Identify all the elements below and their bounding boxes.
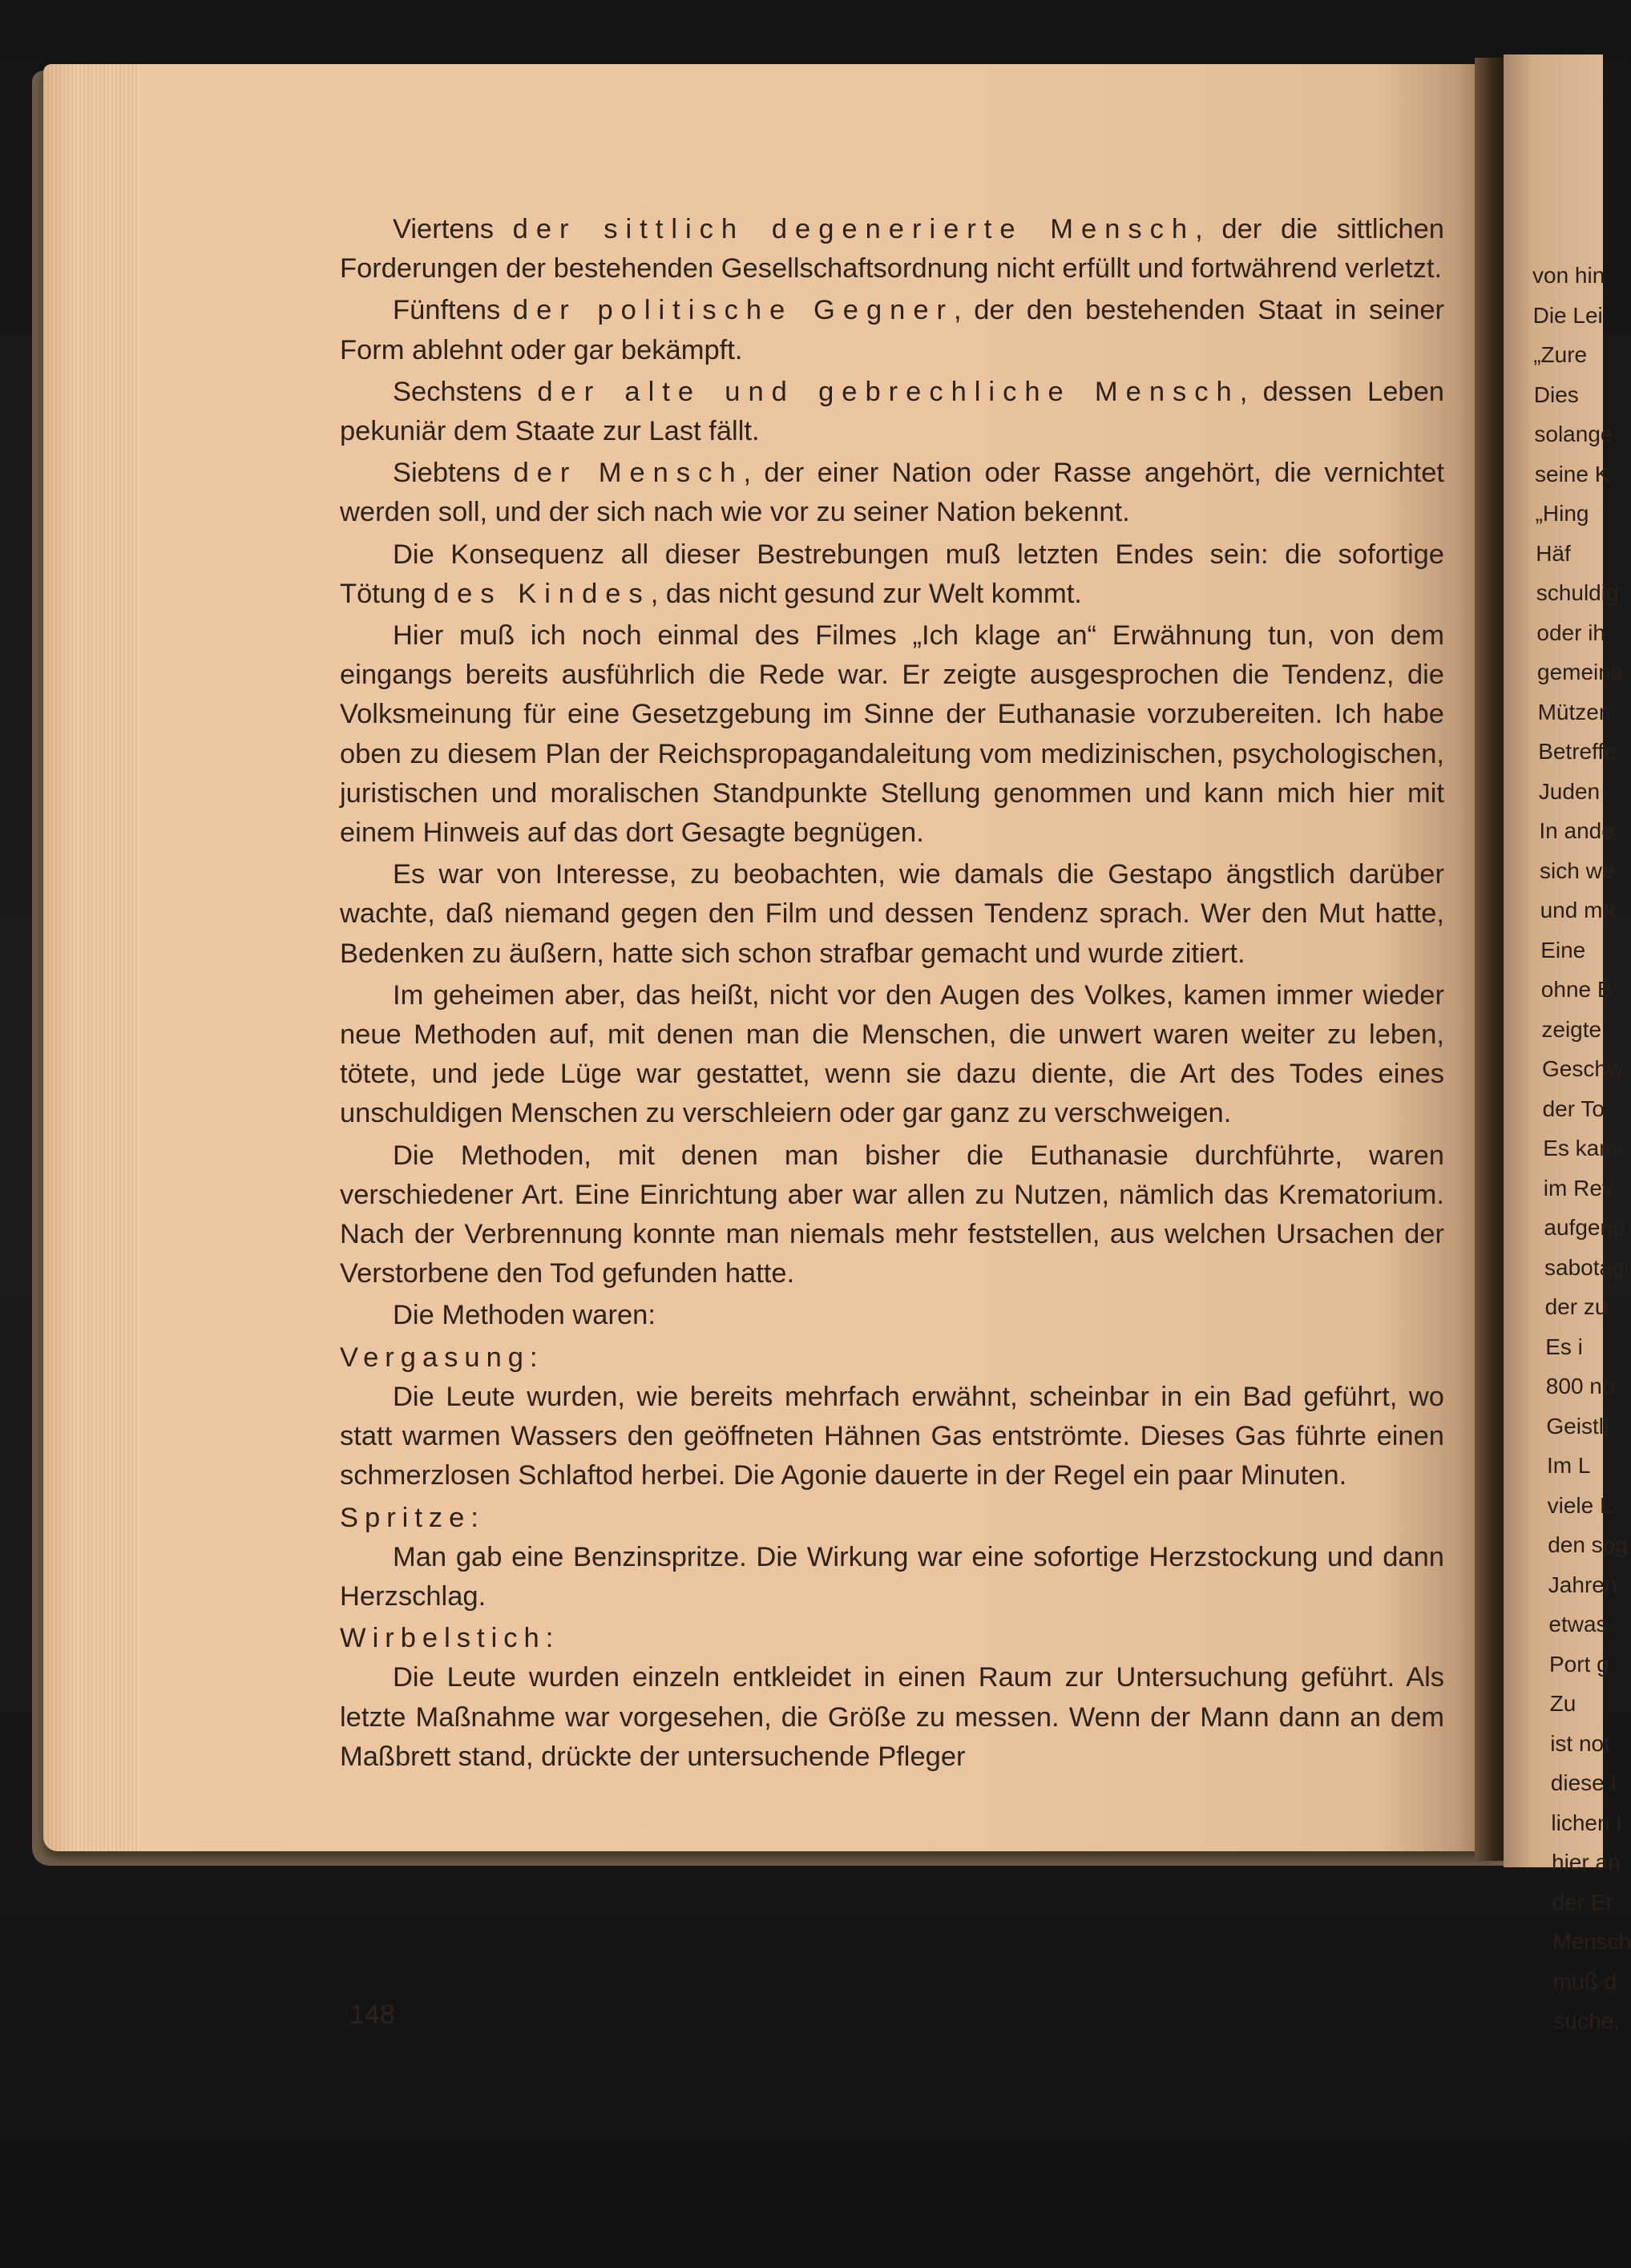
paragraph: Die Methoden, mit denen man bisher die Euthanasie durchführte, waren verschiedener Art. Eine Einrichtung aber war allen zu Nutzen, nämlich das Krematorium. Nach der Verbrennung konnte man niemals mehr feststellen, aus welchen Ursachen der Verstorbene den Tod gefunden hatte.: [340, 1140, 1444, 1289]
text-run: , der den bestehenden Staat in seiner Form ablehnt oder gar bekämpft.: [340, 295, 1444, 365]
spaced-emphasis: des Kindes: [434, 578, 651, 609]
facing-page-fragment: gemeins: [1537, 660, 1622, 684]
facing-page-fragment: Port g: [1549, 1651, 1609, 1677]
facing-page-fragment: im Rev: [1543, 1175, 1613, 1201]
paragraph: [340, 373, 1444, 451]
facing-page-fragment: Im L: [1547, 1453, 1591, 1478]
spaced-emphasis: der politische Gegner: [512, 295, 955, 326]
facing-page-fragment: seine K: [1535, 461, 1610, 486]
facing-page-fragment: Die Lei: [1532, 302, 1603, 328]
text-run: , das nicht gesund zur Welt kommt.: [650, 578, 1082, 609]
facing-page-fragment: oder ih: [1536, 619, 1606, 645]
method-heading: Vergasung:: [340, 1342, 544, 1373]
paragraph: [340, 210, 1444, 289]
facing-page-fragment: zeigte: [1541, 1016, 1602, 1042]
method-text: Man gab eine Benzinspritze. Die Wirkung war eine sofortige Herzstockung und dann Herzschlag.: [340, 1541, 1444, 1612]
paragraph: Die Methoden waren:: [393, 1300, 656, 1331]
paragraph: [340, 535, 1444, 614]
facing-page-fragment: von hin: [1532, 263, 1605, 288]
facing-page-fragment: Es i: [1545, 1334, 1583, 1359]
paragraph: [340, 454, 1444, 532]
facing-page-fragment: muß d: [1552, 1968, 1617, 1994]
facing-page-fragment: lichen I: [1551, 1810, 1623, 1835]
facing-page-fragment: ist not: [1550, 1730, 1610, 1756]
facing-page-fragment: Häf: [1536, 540, 1571, 566]
text-run: , der die sittlichen Forderungen der bestehenden Gesellschaftsordnung nicht erfüllt und fortwährend verletzt.: [340, 214, 1444, 285]
facing-page-fragment: solange: [1534, 422, 1613, 446]
paragraph: Im geheimen aber, das heißt, nicht vor den Augen des Volkes, kamen immer wieder neue Methoden auf, mit denen man die Menschen, die unwert waren weiter zu leben, tötete, und jede Lüge war gestattet, wenn sie dazu diente, die Art des Todes eines unschuldigen Menschen zu verschleiern oder gar ganz zu verschweigen.: [340, 979, 1444, 1129]
facing-page-fragment: der To: [1542, 1096, 1605, 1121]
text-run: , dessen Leben pekuniär dem Staate zur Last fällt.: [340, 376, 1444, 447]
facing-page-fragment: Betreffe: [1538, 739, 1617, 764]
facing-page-fragment: diese I: [1550, 1770, 1617, 1795]
text-run: Siebtens: [393, 458, 514, 489]
facing-page-fragment: viele L: [1547, 1492, 1613, 1518]
facing-page-fragment: ohne B: [1540, 977, 1613, 1002]
book-gutter: [1475, 58, 1504, 1861]
facing-page-fragment: suche,: [1553, 2008, 1620, 2033]
text-run: Fünftens: [393, 295, 513, 326]
text-run: Sechstens: [393, 376, 538, 407]
facing-page-fragment: aufgeno: [1544, 1215, 1625, 1240]
facing-page-fragment: Jahren: [1548, 1572, 1617, 1597]
facing-page-fragment: Geschw: [1542, 1056, 1624, 1081]
facing-page-fragment: etwas: [1548, 1612, 1608, 1636]
facing-page: [1504, 54, 1631, 2033]
facing-page-fragment: „Zure: [1533, 342, 1588, 367]
facing-page-fragment: Es kam: [1543, 1136, 1618, 1160]
facing-page-fragment: den sog: [1548, 1532, 1628, 1557]
facing-page-fragment: hier an: [1552, 1850, 1621, 1875]
page-number: 148: [349, 2000, 395, 2030]
facing-page-fragment: Dies: [1533, 381, 1579, 407]
facing-page-fragment: In ande: [1539, 818, 1614, 843]
facing-page-fragment: 800 no: [1545, 1374, 1615, 1398]
facing-page-fragment: Eine: [1540, 937, 1586, 962]
method-heading: Spritze:: [340, 1502, 485, 1533]
facing-page-fragment: „Hing: [1535, 501, 1589, 526]
method-text: Die Leute wurden einzeln entkleidet in einen Raum zur Untersuchung geführt. Als letzte Maßnahme war vorgesehen, die Größe zu messen. Wenn der Mann dann an dem Maßbrett stand, drückte der untersuchende Pfleger: [340, 1662, 1444, 1772]
spaced-emphasis: der Mensch: [513, 458, 744, 489]
facing-page-fragment: Geistli: [1546, 1413, 1609, 1439]
text-run: Viertens: [393, 214, 513, 244]
facing-page-fragment: der Er: [1552, 1889, 1613, 1915]
facing-page-fragment: sabotag: [1544, 1254, 1625, 1280]
facing-page-fragment: schuldig: [1536, 580, 1619, 605]
paragraph: Hier muß ich noch einmal des Filmes „Ich klage an“ Erwähnung tun, von dem eingangs bereits ausführlich die Rede war. Er zeigte ausgesprochen die Tendenz, die Volksmeinung für eine Gesetzgebung im Sinne der Euthanasie vorzubereiten. Ich habe oben zu diesem Plan der Reichspropagandaleitung vom medizinischen, psychologischen, juristischen und moralischen Standpunkte Stellung genommen und kann mich hier mit einem Hinweis auf das dort Gesagte begnügen.: [340, 620, 1444, 849]
facing-page-fragment: und ma: [1540, 898, 1615, 922]
facing-page-fragment: Mützen: [1537, 699, 1612, 724]
facing-page-fragment: Juden: [1538, 778, 1601, 804]
facing-page-fragment: sich we: [1540, 858, 1615, 883]
spaced-emphasis: der sittlich degenerierte Mensch: [512, 214, 1196, 244]
method-text: Die Leute wurden, wie bereits mehrfach erwähnt, scheinbar in ein Bad geführt, wo statt warmen Wassers den geöffneten Hähnen Gas entströmte. Dieses Gas führte einen schmerzlosen Schlaftod herbei. Die Agonie dauerte in der Regel ein paar Minuten.: [340, 1381, 1444, 1491]
text-run: , der einer Nation oder Rasse angehört, die vernichtet werden soll, und der sich nach wie vor zu seiner Nation bekennt.: [340, 458, 1445, 528]
paragraph: [340, 291, 1444, 369]
text-run: Die Konsequenz all dieser Bestrebungen muß letzten Endes sein: die sofortige Tötung: [340, 539, 1444, 609]
page-text: [340, 210, 1444, 1779]
paragraph: Es war von Interesse, zu beobachten, wie damals die Gestapo ängstlich darüber wachte, daß niemand gegen den Film und dessen Tendenz sprach. Wer den Mut hatte, Bedenken zu äußern, hatte sich schon strafbar gemacht und wurde zitiert.: [340, 859, 1444, 969]
method-heading: Wirbelstich:: [340, 1623, 560, 1654]
spaced-emphasis: der alte und gebrechliche Mensch: [537, 376, 1240, 407]
facing-page-fragment: Zu: [1549, 1691, 1576, 1716]
facing-page-fragment: Mensch: [1552, 1929, 1631, 1954]
facing-page-fragment: der zu: [1544, 1294, 1608, 1319]
